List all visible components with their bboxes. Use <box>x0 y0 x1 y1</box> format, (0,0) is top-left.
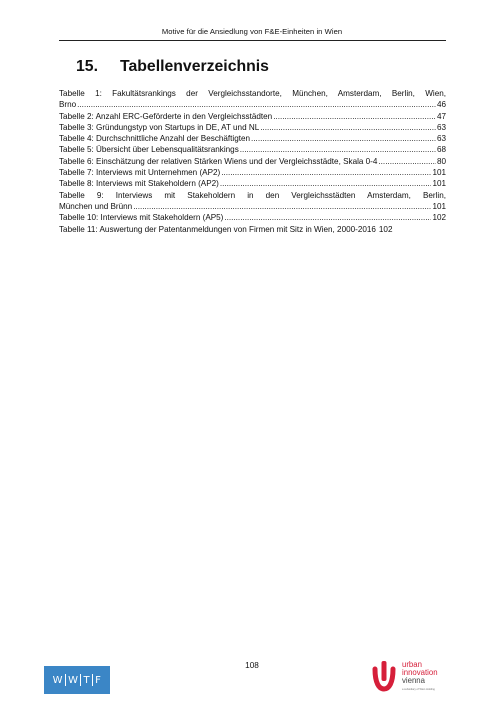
list-item[interactable] <box>59 111 446 122</box>
list-item-continuation: Brno <box>59 100 77 110</box>
list-item[interactable] <box>59 224 446 235</box>
list-item[interactable] <box>59 156 446 167</box>
list-item-page: 47 <box>436 111 446 121</box>
list-item-label: Tabelle 10: Interviews mit Stakeholdern (AP5) <box>59 213 224 223</box>
dot-leader <box>77 99 436 110</box>
list-item[interactable] <box>59 133 446 144</box>
list-item-label: Tabelle 6: Einschätzung der relativen Stärken Wiens und der Vergleichsstädte, Skala 0-4 <box>59 156 378 166</box>
wwtf-letter: T <box>83 674 91 686</box>
list-item-page: 102 <box>378 224 393 234</box>
list-item-label: Tabelle 11: Auswertung der Patentanmeldungen von Firmen mit Sitz in Wien, 2000-2016 <box>59 224 376 234</box>
chapter-heading <box>76 58 269 76</box>
uiv-line: innovation <box>402 668 438 678</box>
header-rule <box>59 40 446 41</box>
list-item[interactable] <box>59 122 446 133</box>
uiv-line: urban <box>402 660 422 669</box>
wwtf-separator <box>80 674 81 686</box>
list-item-page: 63 <box>436 122 446 132</box>
list-item-page: 102 <box>432 213 446 223</box>
page-number: 108 <box>245 661 259 670</box>
list-item-page: 101 <box>432 201 446 211</box>
dot-leader <box>133 201 431 212</box>
list-item-label: Tabelle 7: Interviews mit Unternehmen (AP2) <box>59 168 221 178</box>
list-item-label: Tabelle 4: Durchschnittliche Anzahl der Beschäftigten <box>59 134 251 144</box>
list-item-label: Tabelle 2: Anzahl ERC-Geförderte in den Vergleichsstädten <box>59 111 273 121</box>
list-item-page: 63 <box>436 134 446 144</box>
dot-leader <box>240 144 436 155</box>
wwtf-letter: W <box>68 674 79 686</box>
list-item-continuation: München und Brünn <box>59 201 133 211</box>
chapter-title: Tabellenverzeichnis <box>120 58 269 75</box>
list-item[interactable] <box>59 144 446 155</box>
uiv-wordmark <box>402 661 438 686</box>
list-item[interactable] <box>59 178 446 189</box>
dot-leader <box>378 156 436 167</box>
list-item[interactable] <box>59 212 446 223</box>
wwtf-letter: W <box>52 674 64 686</box>
list-item-page: 80 <box>436 156 446 166</box>
wwtf-letter: F <box>95 674 102 686</box>
list-item-label-line[interactable]: Tabelle 1: Fakultätsrankings der Vergleichsstandorte, München, Amsterdam, Berlin, Wien, <box>59 89 446 98</box>
list-item[interactable] <box>59 99 446 110</box>
uiv-line: vienna <box>402 676 425 686</box>
uiv-mark-icon <box>369 661 399 695</box>
chapter-number: 15. <box>76 58 98 75</box>
list-item[interactable] <box>59 167 446 178</box>
table-list <box>59 88 446 235</box>
list-item-label-line[interactable]: Tabelle 9: Interviews mit Stakeholdern in den Vergleichsstädten Amsterdam, Berlin, <box>59 190 446 200</box>
list-item-page: 68 <box>436 145 446 155</box>
list-item[interactable] <box>59 201 446 212</box>
dot-leader <box>224 212 431 223</box>
uiv-tagline: a subsidiary of Wien Holding <box>402 688 435 691</box>
list-item-page: 101 <box>432 168 446 178</box>
dot-leader <box>220 178 432 189</box>
dot-leader <box>260 122 436 133</box>
wwtf-logo <box>44 666 110 694</box>
dot-leader <box>251 133 436 144</box>
wwtf-separator <box>92 674 93 686</box>
list-item-page: 46 <box>436 100 446 110</box>
dot-leader <box>273 111 436 122</box>
list-item-label: Tabelle 3: Gründungstyp von Startups in DE, AT und NL <box>59 122 260 132</box>
list-item-label: Tabelle 8: Interviews mit Stakeholdern (AP2) <box>59 179 219 189</box>
list-item-page: 101 <box>432 179 446 189</box>
wwtf-separator <box>65 674 66 686</box>
list-item-label: Tabelle 5: Übersicht über Lebensqualitätsrankings <box>59 145 239 155</box>
urban-innovation-vienna-logo <box>369 659 459 699</box>
dot-leader <box>221 167 431 178</box>
running-header: Motive für die Ansiedlung von F&E-Einheiten in Wien <box>161 27 343 36</box>
